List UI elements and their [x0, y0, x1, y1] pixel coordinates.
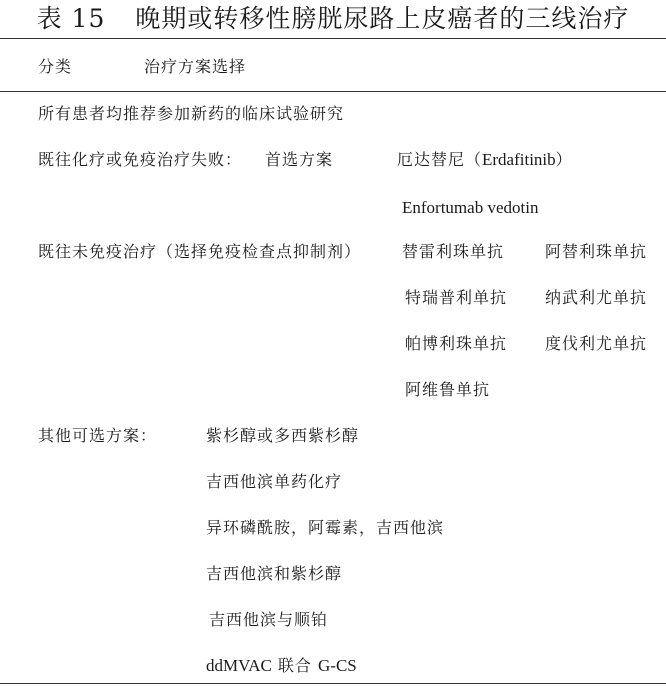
no-prior-immuno-label: 既往未免疫治疗（选择免疫检查点抑制剂）: [38, 242, 362, 261]
header-category: 分类: [38, 57, 73, 76]
drug-option: 纳武利尤单抗: [545, 288, 648, 307]
header-rule: [0, 91, 666, 92]
drug-option: 替雷利珠单抗: [402, 242, 505, 261]
prior-chemo-label: 既往化疗或免疫治疗失败：: [38, 150, 243, 169]
erdafitinib-option: 厄达替尼（Erdafitinib）: [397, 150, 573, 169]
other-option: 吉西他滨和紫杉醇: [206, 564, 343, 583]
bottom-rule: [0, 683, 666, 684]
drug-option: 帕博利珠单抗: [405, 334, 508, 353]
other-option: 吉西他滨单药化疗: [206, 472, 343, 491]
drug-option: 阿替利珠单抗: [545, 242, 648, 261]
table-caption: 晚期或转移性膀胱尿路上皮癌者的三线治疗: [135, 4, 630, 33]
drug-option: 特瑞普利单抗: [405, 288, 508, 307]
ddmvac-option: ddMVAC 联合 G-CS: [206, 656, 357, 675]
other-option: 异环磷酰胺，阿霉素，吉西他滨: [206, 518, 445, 537]
other-option: 紫杉醇或多西紫杉醇: [206, 426, 360, 445]
preferred-label: 首选方案: [265, 150, 334, 169]
other-option: 吉西他滨与顺铂: [209, 610, 329, 629]
table-title: [0, 2, 666, 36]
drug-option: 度伐利尤单抗: [545, 334, 648, 353]
all-patients-text: 所有患者均推荐参加新药的临床试验研究: [38, 104, 345, 123]
drug-option: 阿维鲁单抗: [405, 380, 491, 399]
table-label: 表 15: [36, 4, 106, 33]
enfortumab-option: Enfortumab vedotin: [402, 198, 539, 217]
header-options: 治疗方案选择: [144, 57, 247, 76]
top-rule: [0, 38, 666, 39]
other-options-label: 其他可选方案：: [38, 426, 158, 445]
